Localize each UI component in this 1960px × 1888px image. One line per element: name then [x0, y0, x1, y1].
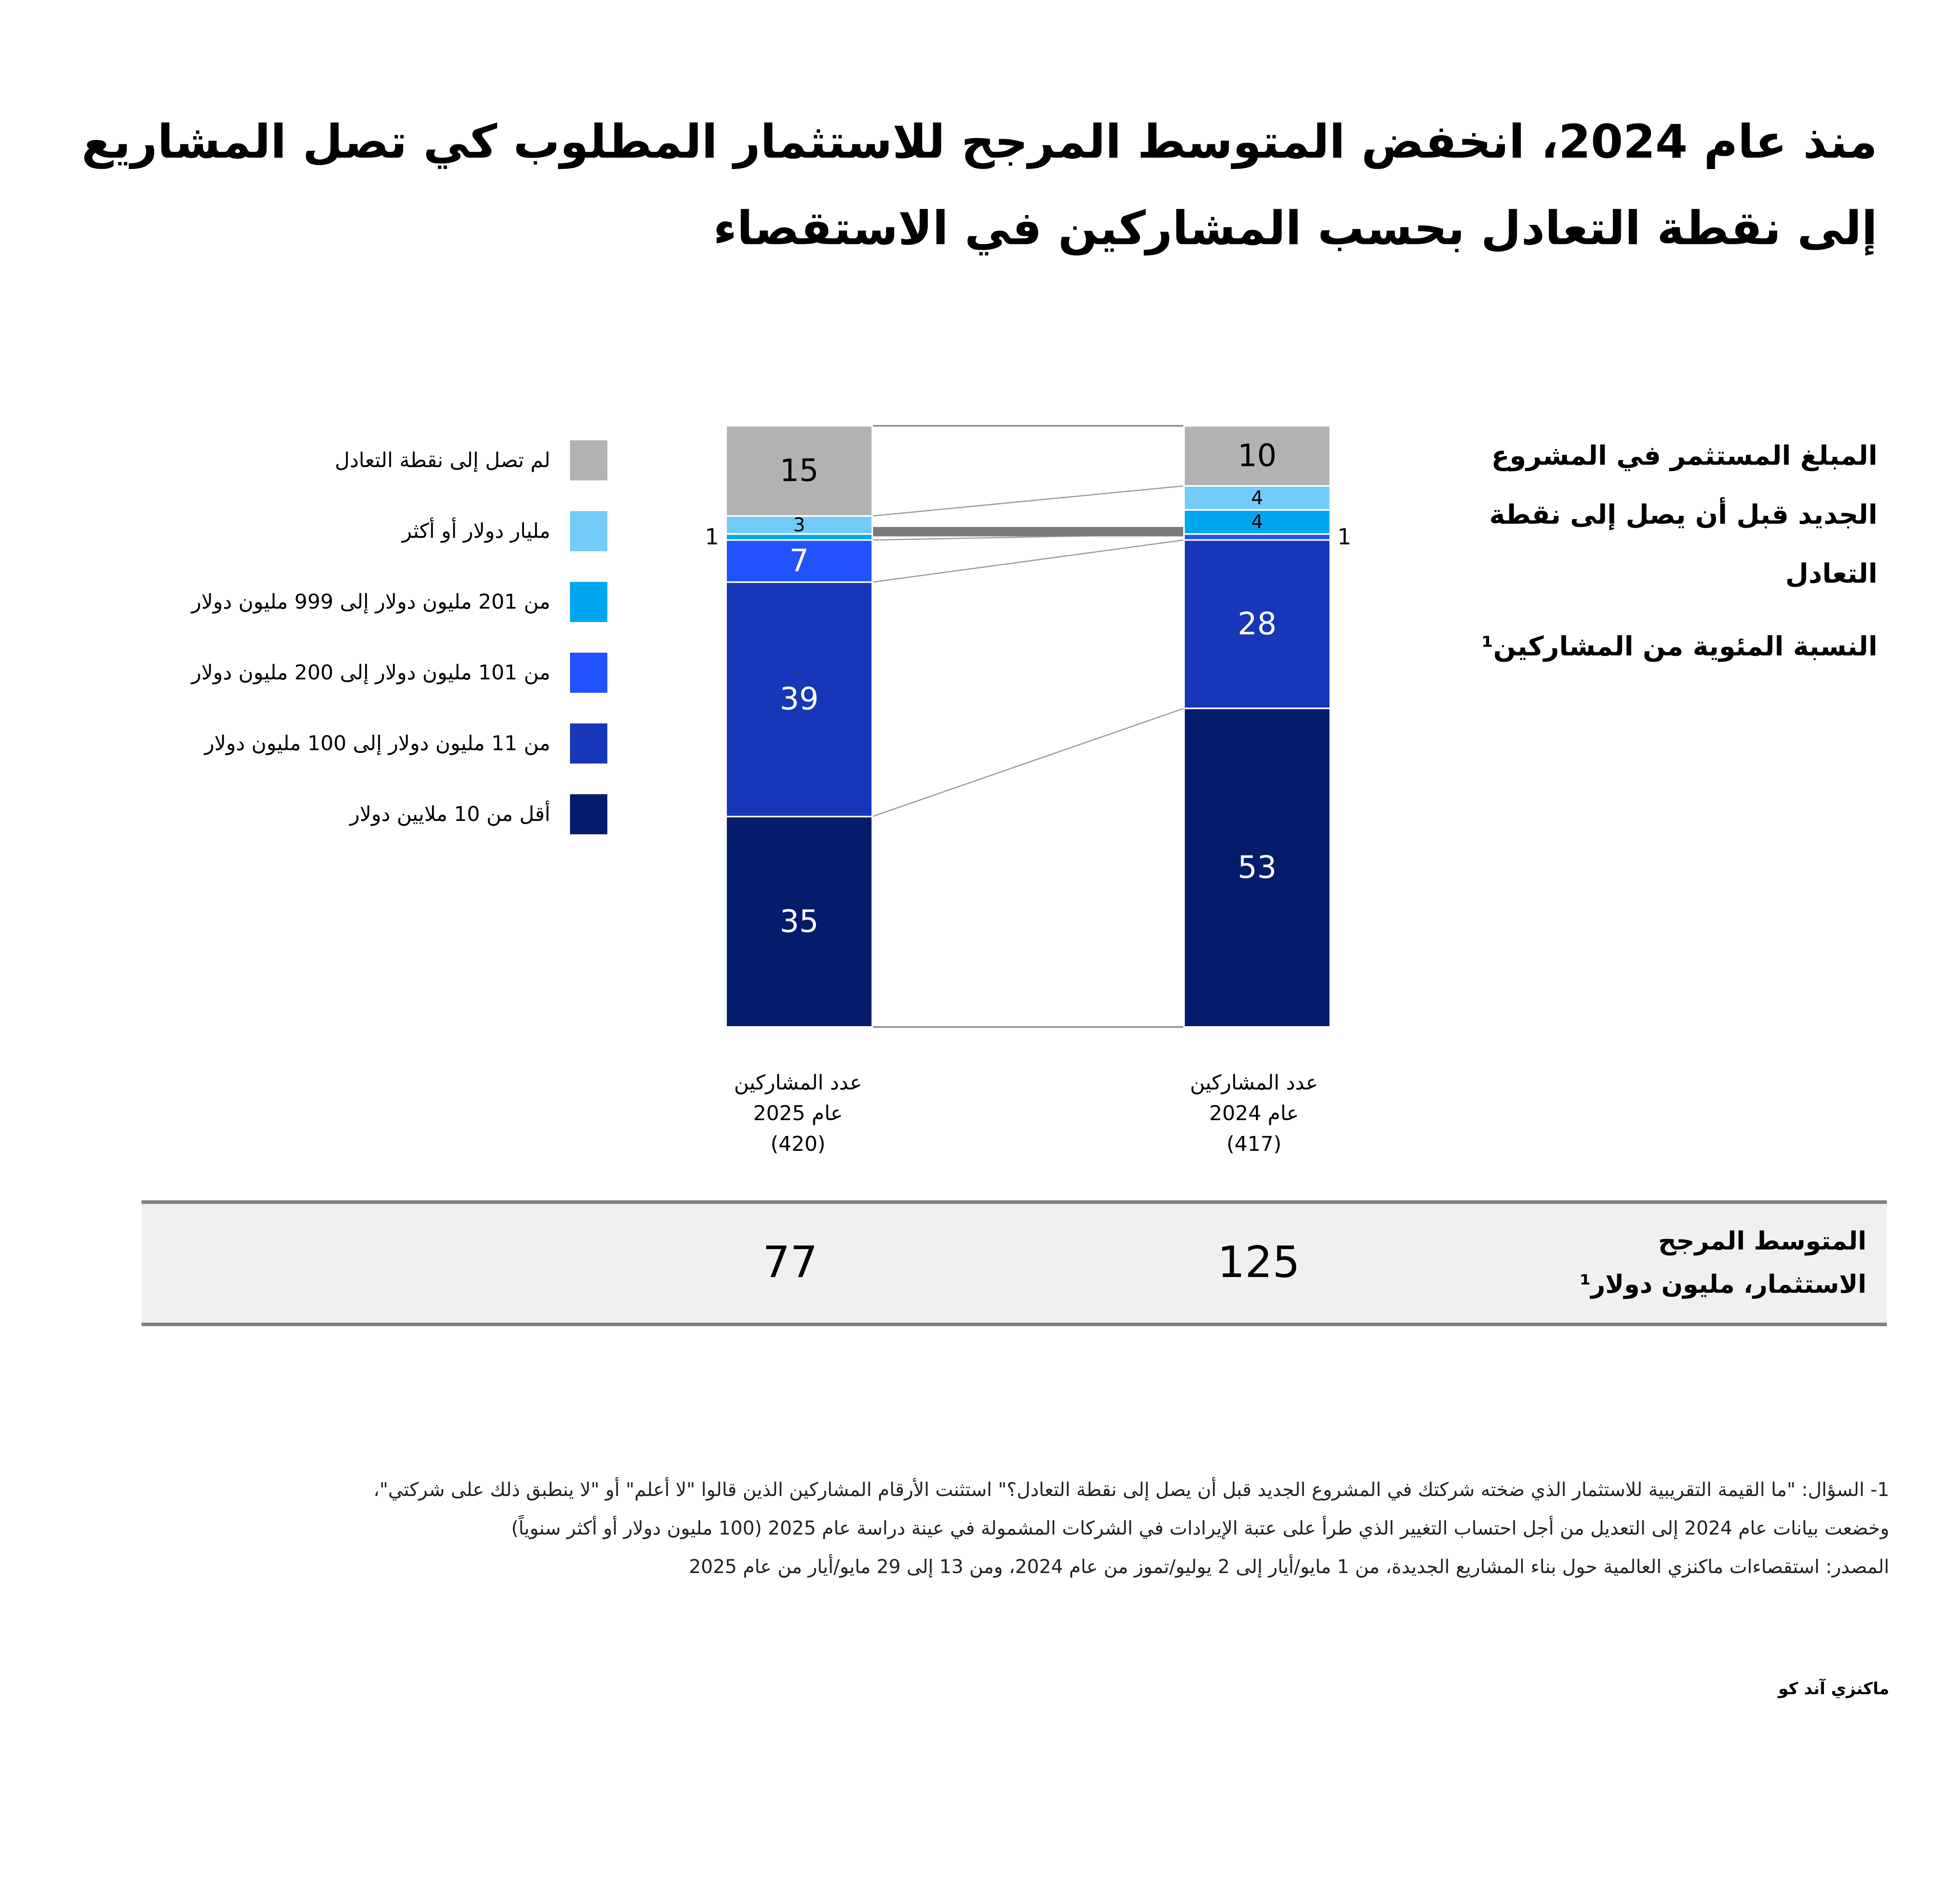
category-line: عام 2025: [753, 1102, 843, 1125]
chart-title: منذ عام 2024، انخفض المتوسط المرجح للاستثمار المطلوب كي تصل المشاريع إلى نقطة التعادل بحسب المشاركين في الاستقصاء: [81, 114, 1877, 255]
data-label: 1: [705, 524, 719, 550]
median-band: [142, 1200, 1887, 1326]
data-label: 1: [1337, 524, 1351, 550]
footnote-1: 1- السؤال: "ما القيمة التقريبية للاستثمار الذي ضخته شركتك في المشروع الجديد قبل أن يصل إلى نقطة التعادل؟" استثنت الأرقام المشاركين الذين قالوا "لا أعلم" أو "لا ينطبق ذلك على شركتي"، وخضعت بيانات عام 2024 إلى التعديل من أجل احتساب التغيير الذي طرأ على عتبة الإيرادات في الشركات المشمولة في عينة دراسة عام 2025 (100 مليون دولار أو أكثر سنوياً): [373, 1479, 1889, 1539]
connector-line: [872, 486, 1184, 516]
data-label: 3: [793, 514, 805, 536]
legend-label: لم تصل إلى نقطة التعادل: [335, 449, 550, 472]
bar-segment: [1184, 534, 1330, 540]
data-label: 4: [1251, 511, 1263, 533]
category-line: عام 2024: [1209, 1102, 1299, 1125]
category-label: [1171, 1067, 1337, 1159]
category-line: (417): [1226, 1132, 1282, 1156]
legend-label: من 11 مليون دولار إلى 100 مليون دولار: [204, 732, 550, 755]
median-label: [1513, 1220, 1866, 1306]
median-value-2025: 77: [763, 1237, 818, 1287]
footnotes: [336, 1470, 1889, 1586]
data-label: 15: [780, 453, 819, 489]
legend-label: مليار دولار أو أكثر: [402, 519, 550, 543]
brand-name: ماكنزي آند كو: [1778, 1679, 1889, 1698]
source-note: المصدر: استقصاءات ماكنزي العالمية حول بناء المشاريع الجديدة، من 1 مايو/أيار إلى 2 يوليو/تموز من عام 2024، ومن 13 إلى 29 مايو/أيار من عام 2025: [689, 1556, 1889, 1578]
category-line: (420): [770, 1132, 826, 1156]
data-label: 7: [789, 543, 809, 579]
data-label: 35: [780, 904, 819, 940]
data-label: 28: [1237, 606, 1277, 642]
category-line: عدد المشاركين: [1190, 1071, 1318, 1095]
median-label-line: المتوسط المرجح: [1658, 1227, 1866, 1256]
data-label: 53: [1237, 850, 1277, 885]
legend-label: من 201 مليون دولار إلى 999 مليون دولار: [191, 590, 550, 614]
category-label: [715, 1067, 881, 1159]
connector-line: [872, 708, 1184, 817]
median-label-line: الاستثمار، مليون دولار¹: [1579, 1270, 1866, 1299]
data-label: 10: [1237, 438, 1277, 474]
connector-line: [872, 540, 1184, 582]
data-label: 39: [780, 681, 819, 717]
median-value-2024: 125: [1217, 1237, 1300, 1287]
percent-label: النسبة المئوية من المشاركين¹: [1481, 631, 1877, 662]
connector-lines: [872, 426, 1184, 1027]
category-line: عدد المشاركين: [734, 1071, 862, 1095]
legend-label: أقل من 10 ملايين دولار: [349, 802, 550, 826]
units-label: المبلغ المستثمر في المشروع الجديد قبل أن يصل إلى نقطة التعادل: [1489, 440, 1877, 589]
legend-label: من 101 مليون دولار إلى 200 مليون دولار: [191, 661, 550, 685]
data-label: 4: [1251, 487, 1263, 509]
